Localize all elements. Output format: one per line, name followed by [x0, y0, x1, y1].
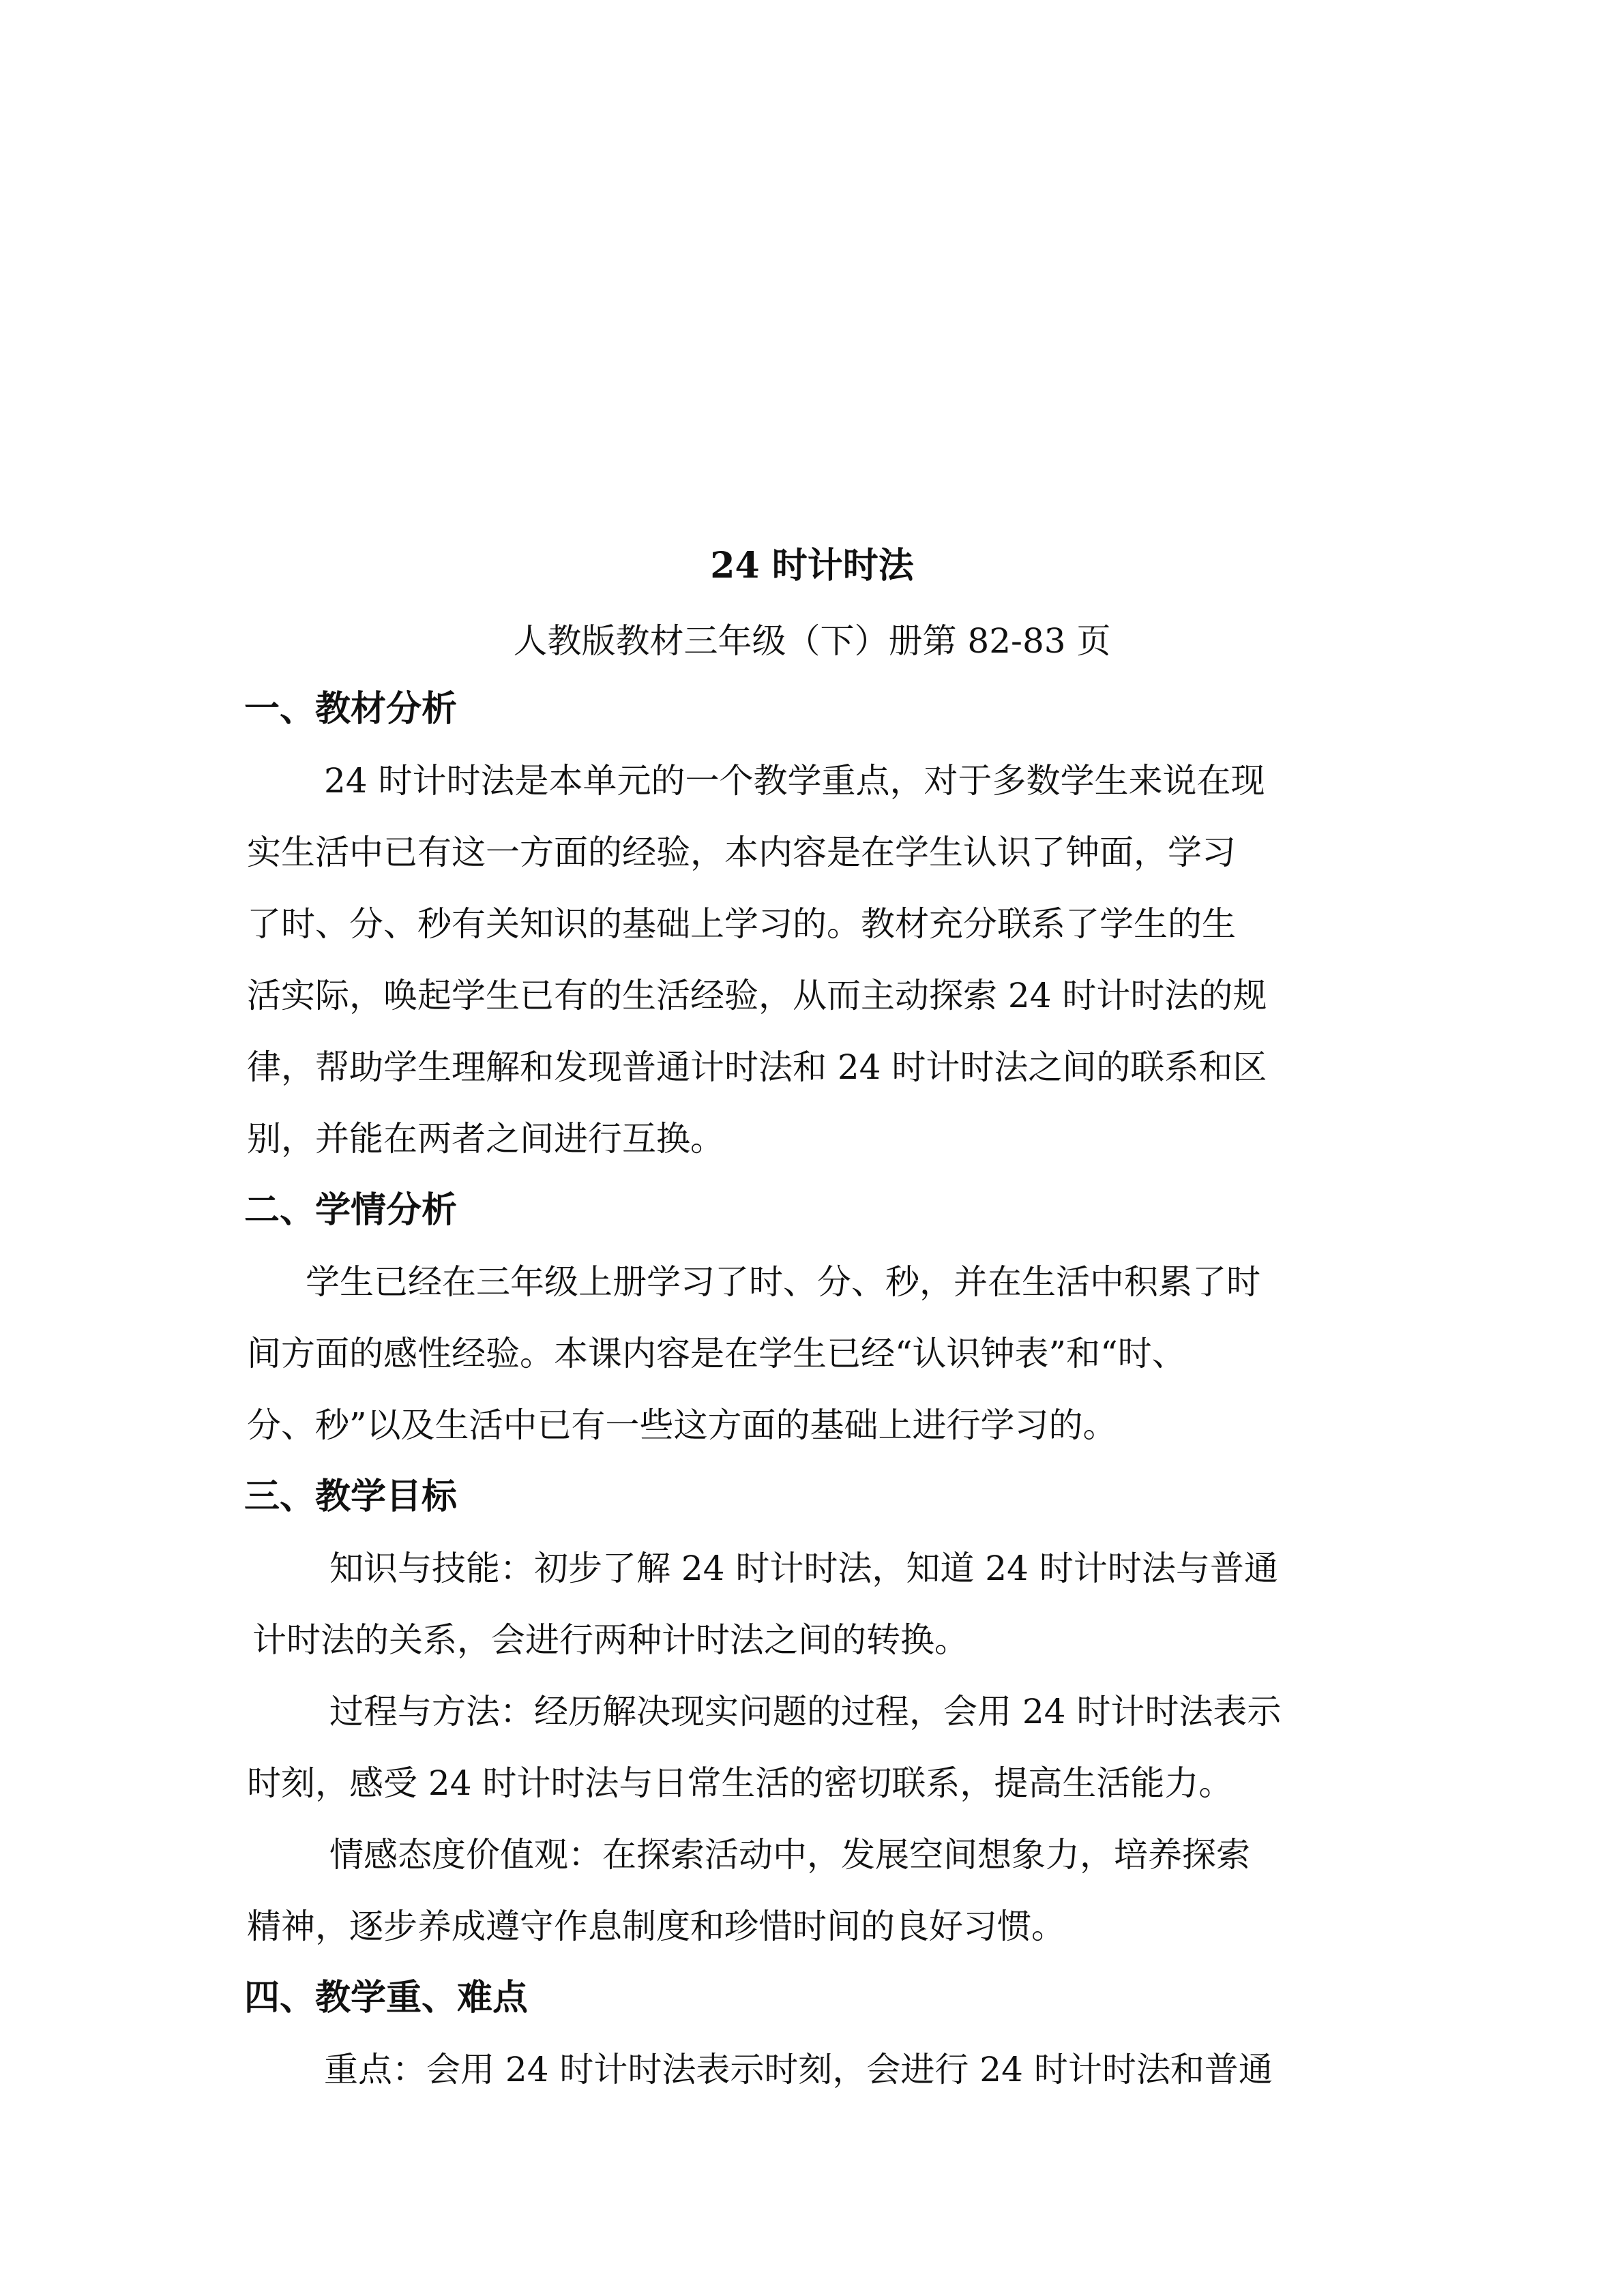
- paragraph-line: 活实际，唤起学生已有的生活经验，从而主动探索 24 时计时法的规: [247, 976, 1267, 1015]
- paragraph-line: 别，并能在两者之间进行互换。: [247, 1119, 724, 1159]
- paragraph-line: 知识与技能：初步了解 24 时计时法，知道 24 时计时法与普通: [329, 1549, 1278, 1588]
- paragraph-line: 计时法的关系，会进行两种计时法之间的转换。: [252, 1620, 969, 1660]
- paragraph-line: 过程与方法：经历解决现实问题的过程，会用 24 时计时法表示: [329, 1692, 1282, 1731]
- paragraph-line: 学生已经在三年级上册学习了时、分、秒，并在生活中积累了时: [306, 1262, 1260, 1302]
- paragraph-line: 精神，逐步养成遵守作息制度和珍惜时间的良好习惯。: [247, 1907, 1065, 1946]
- paragraph-line: 时刻，感受 24 时计时法与日常生活的密切联系，提高生活能力。: [247, 1763, 1233, 1803]
- section-heading-teaching-goals: 三、教学目标: [244, 1476, 458, 1517]
- paragraph-line: 情感态度价值观：在探索活动中，发展空间想象力，培养探索: [329, 1835, 1250, 1875]
- paragraph-line: 律，帮助学生理解和发现普通计时法和 24 时计时法之间的联系和区: [247, 1047, 1267, 1087]
- paragraph-line: 实生活中已有这一方面的经验，本内容是在学生认识了钟面，学习: [247, 833, 1236, 872]
- paragraph-line: 重点：会用 24 时计时法表示时刻，会进行 24 时计时法和普通: [324, 2050, 1273, 2089]
- document-title: 24 时计时法: [710, 545, 914, 586]
- section-heading-student-analysis: 二、学情分析: [244, 1189, 458, 1231]
- document-subtitle: 人教版教材三年级（下）册第 82-83 页: [513, 621, 1111, 661]
- section-heading-key-points: 四、教学重、难点: [244, 1977, 529, 2018]
- paragraph-line: 间方面的感性经验。本课内容是在学生已经“认识钟表”和“时、: [247, 1334, 1186, 1373]
- paragraph-line: 分、秒”以及生活中已有一些这方面的基础上进行学习的。: [247, 1405, 1117, 1445]
- paragraph-line: 24 时计时法是本单元的一个教学重点，对于多数学生来说在现: [324, 761, 1265, 801]
- section-heading-textbook-analysis: 一、教材分析: [244, 688, 458, 730]
- paragraph-line: 了时、分、秒有关知识的基础上学习的。教材充分联系了学生的生: [247, 904, 1236, 944]
